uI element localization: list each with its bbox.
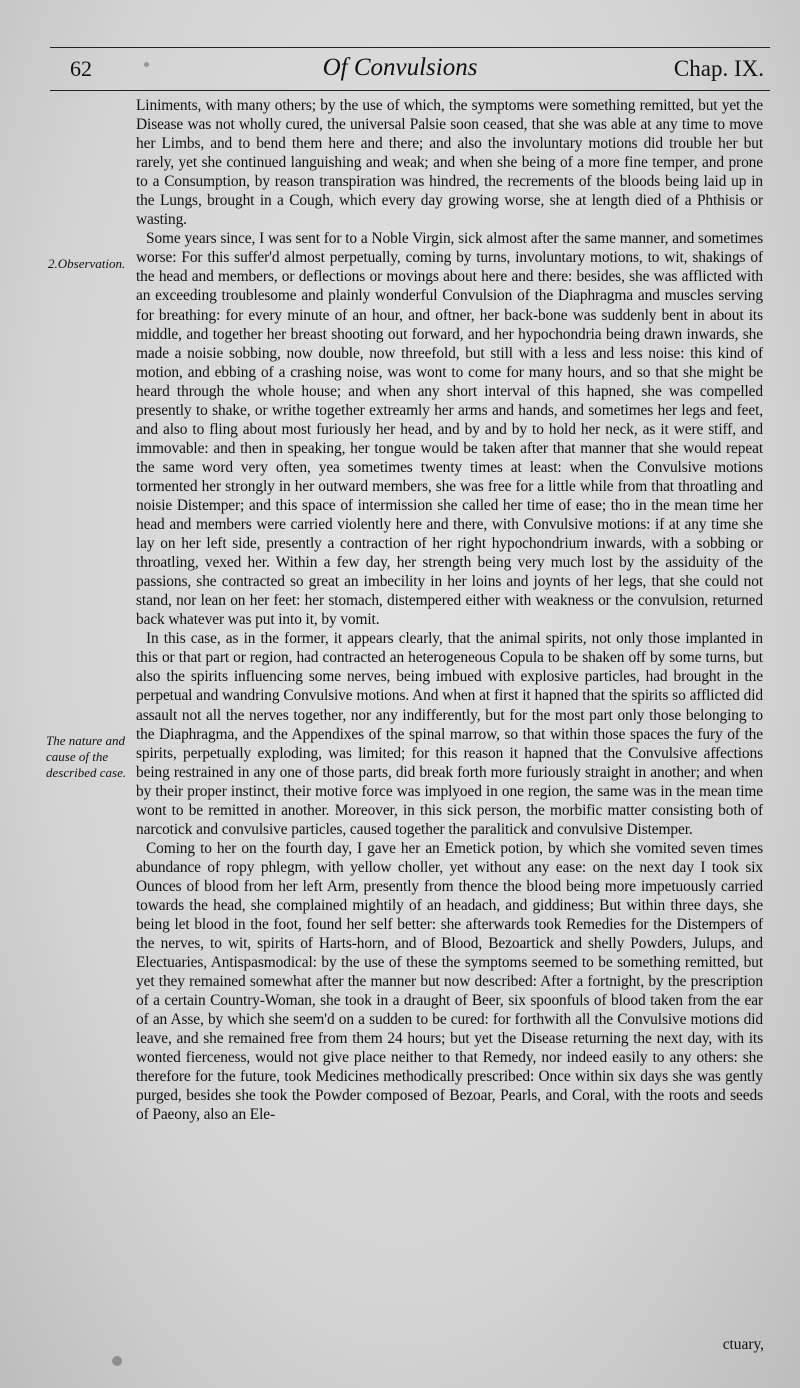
catchword: ctuary, <box>722 1336 764 1353</box>
ink-speck <box>144 62 149 67</box>
paragraph-4: Coming to her on the fourth day, I gave her an Emetick potion, by which she vomited seven times abundance of ropy phlegm, with yellow choller, yet without any ease: on the next day I took six Ounces of blood from her left Arm, presently from thence the blood being more impetuously carried towards the head, she complained mightily of an headach, and giddiness; But within three days, she being let blood in the foot, found her self better: she afterwards took Remedies for the Distempers of the nerves, to wit, spirits of Harts-horn, and of Blood, Bezoartick and shelly Powders, Julups, and Electuaries, Antispasmodical: by the use of these the symptoms seemed to be something remitted, but yet they remained somewhat after the manner but now described: After a fortnight, by the prescription of a certain Country-Woman, she took in a draught of Beer, six spoonfuls of blood taken from the ear of an Asse, by which she seem'd on a sudden to be cured: for forthwith all the Convulsive motions did leave, and she remained free from them 24 hours; but yet the Disease returning the next day, with its wonted fierceness, would not give place neither to that Remedy, nor indeed easily to any others: she therefore for the future, took Medicines methodically prescribed: Once within six days she was gently purged, besides she took the Powder composed of Bezoar, Pearls, and Coral, with the roots and seeds of Paeony, also an Ele- <box>136 839 763 1124</box>
marginal-note-observation: 2.Observation. <box>48 256 126 271</box>
paragraph-1: Liniments, with many others; by the use of which, the symptoms were something remitted, but yet the Disease was not wholly cured, the universal Palsie soon ceased, that she was able at any time to move her Limbs, and to bend them here and there; and also the involuntary motions did trouble her but rarely, yet she continued languishing and weak; and when she being of a more fine temper, and prone to a Consumption, by reason transpiration was hindred, the recrements of the bloods being laid up in the Lungs, brought in a Cough, which every day growing worse, she at length died of a Phthisis or wasting. <box>136 97 763 229</box>
marginal-note-nature: The nature and cause of the described case. <box>46 733 127 780</box>
ink-speck <box>112 1356 122 1366</box>
chapter-label: Chap. IX. <box>673 56 764 81</box>
paragraph-2: Some years since, I was sent for to a Noble Virgin, sick almost after the same manner, and sometimes worse: For this suffer'd almost perpetually, coming by turns, involuntary motions, to wit, shakings of the head and members, or deflections or movings about here and there: besides, she was afflicted with an exceeding troublesome and plainly wonderful Convulsion of the Diaphragma and muscles serving for breathing: for every minute of an hour, and oftner, her back-bone was suddenly bent in about its middle, and together her breast shooting out forward, and her hypochondria being drawn inwards, she made a noisie sobbing, now double, now threefold, but still with a less and less noise: this kind of motion, and ebbing of a crashing noise, was wont to come for many hours, and so that she might be heard through the whole house; and when any short interval of this hapned, she was compelled presently to shake, or writhe together extreamly her arms and hands, and sometimes her legs and feet, and also to fling about most furiously her head, and by and by to hold her neck, as it were stiff, and immovable: and then in speaking, her tongue would be taken after that manner that she would repeat the same word very often, yea sometimes twenty times at least: when the Convulsive motions tormented her strongly in her outward members, she was free for a little while from that throatling and noisie Distemper; and this space of intermission she called her time of ease; tho in the mean time her head and members were carried violently here and there, with Convulsive motions: if at any time she lay on her left side, presently a contraction of her right hypochondrium inwards, with a sobbing or throatling, vexed her. Within a few day, her strength being very much lost by the assiduity of the passions, she contracted so great an imbecility in her loins and joynts of her legs, that she could not stand, nor lean on her feet: her stomach, distempered either with weakness or the convulsion, returned back whatever was put into it, by vomit. <box>136 230 763 629</box>
header-rule-top <box>50 47 770 48</box>
running-head: Of Convulsions <box>322 54 478 81</box>
body-text <box>136 96 763 1125</box>
header-rule-bottom <box>50 90 770 91</box>
paragraph-3: In this case, as in the former, it appears clearly, that the animal spirits, not only those implanted in this or that part or region, had contracted an heterogeneous Copula to be shaken off by some turns, but also the spirits influencing some nerves, being imbued with explosive particles, had brought in the perpetual and wandring Convulsive motions. And when at first it hapned that the spirits so afflicted did assault not all the nerves together, nor any indifferently, but for the most part only those belonging to the Diaphragma, and the Appendixes of the spinal marrow, so that within those spaces the fury of the spirits, perpetually exploding, was limited; for this reason it hapned that the Convulsive affections being restrained in any one of those parts, did break forth more furiously straight in another; and when by their proper instinct, their motive force was implyoed in one region, the same was in the mean time wont to be remitted in another. Moreover, in this sick person, the morbific matter consisting both of narcotick and convulsive particles, caused together the paralitick and convulsive Distemper. <box>136 630 763 838</box>
page-number: 62 <box>70 56 92 81</box>
